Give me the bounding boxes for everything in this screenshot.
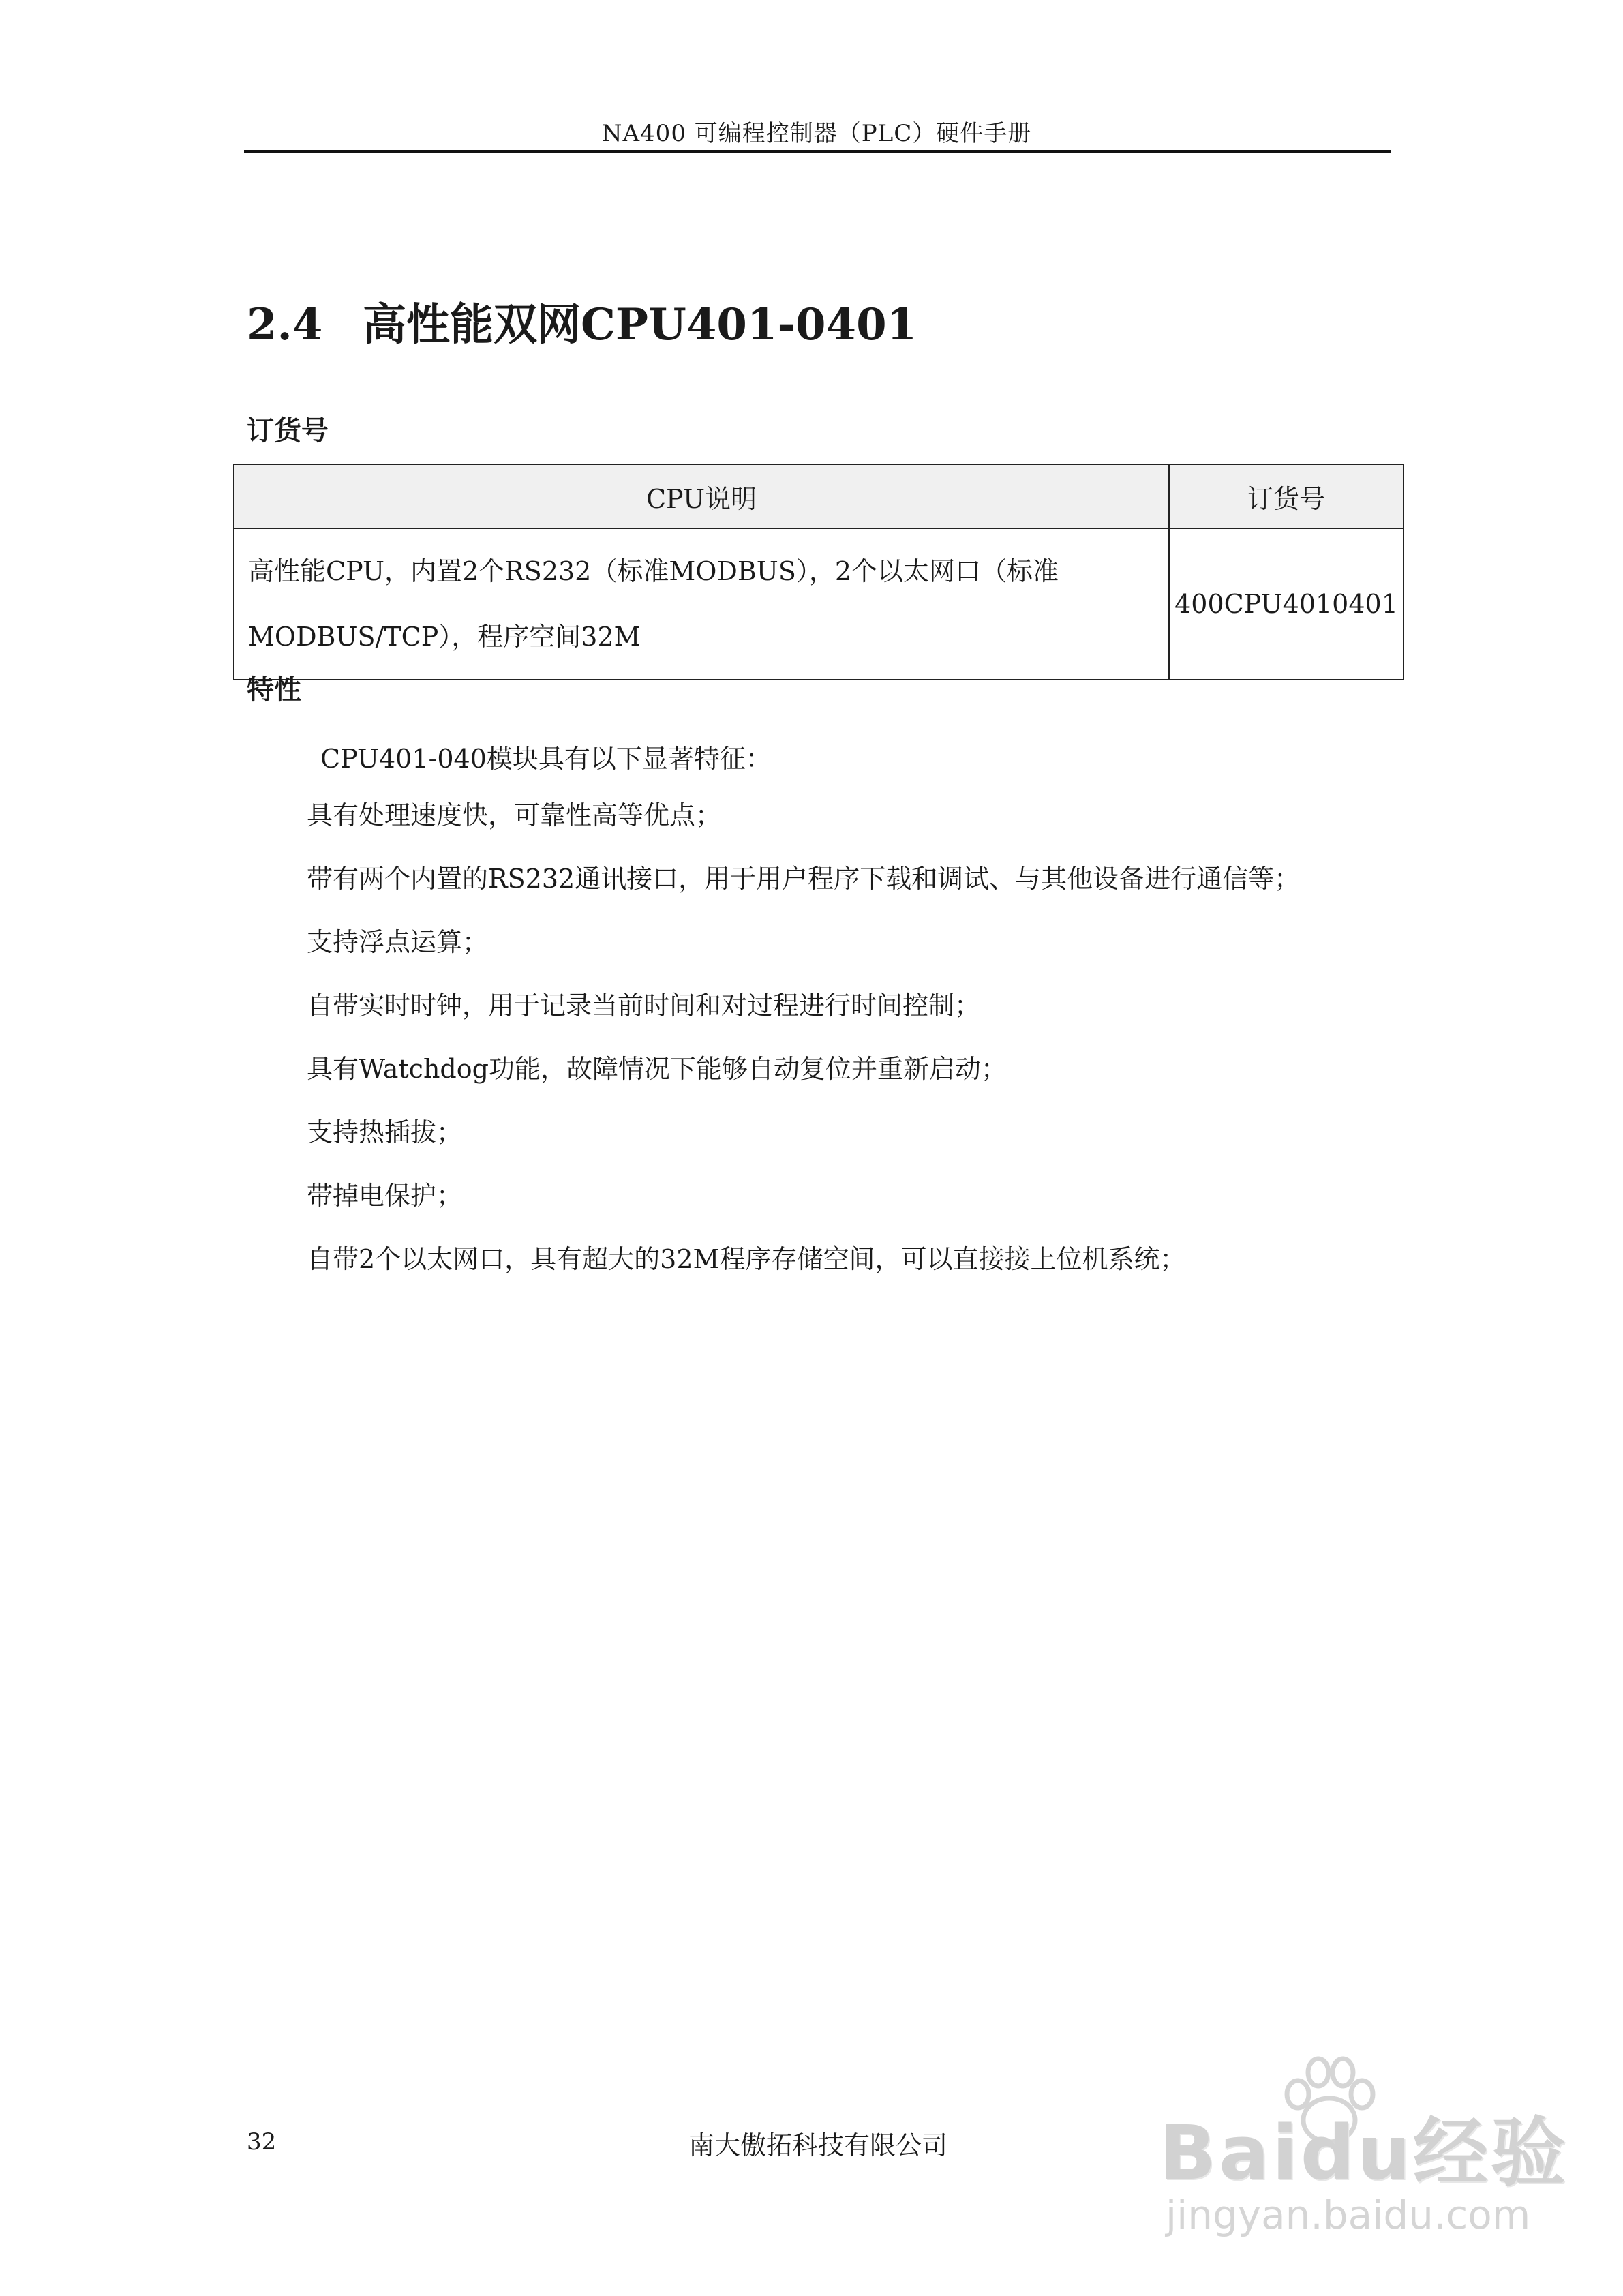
cell-order-number: 400CPU4010401 bbox=[1169, 528, 1404, 680]
list-item: 支持浮点运算； bbox=[307, 927, 489, 957]
features-heading: 特性 bbox=[247, 674, 301, 706]
ordering-heading: 订货号 bbox=[247, 414, 329, 447]
running-header: NA400 可编程控制器（PLC）硬件手册 bbox=[601, 120, 1032, 147]
page-number: 32 bbox=[247, 2128, 277, 2156]
footer-company: 南大傲拓科技有限公司 bbox=[688, 2130, 947, 2160]
list-item: 带掉电保护； bbox=[307, 1181, 463, 1211]
table-row bbox=[234, 528, 1404, 680]
watermark bbox=[1152, 2052, 1568, 2256]
column-header-description: CPU说明 bbox=[234, 464, 1169, 528]
watermark-url: jingyan.baidu.com bbox=[1166, 2192, 1531, 2238]
order-table bbox=[233, 464, 1404, 680]
table-header-row bbox=[234, 464, 1404, 528]
list-item: 支持热插拔； bbox=[307, 1117, 463, 1147]
list-item: 带有两个内置的RS232通讯接口，用于用户程序下载和调试、与其他设备进行通信等； bbox=[307, 864, 1301, 894]
list-item: 具有处理速度快，可靠性高等优点； bbox=[307, 800, 722, 830]
description-line-1: 高性能CPU，内置2个RS232（标准MODBUS），2个以太网口（标准 bbox=[248, 556, 1059, 586]
cell-description bbox=[234, 528, 1169, 680]
section-number: 2.4 bbox=[247, 299, 323, 350]
column-header-order-number: 订货号 bbox=[1169, 464, 1404, 528]
list-item: 自带2个以太网口，具有超大的32M程序存储空间，可以直接接上位机系统； bbox=[307, 1244, 1186, 1274]
watermark-logo: Baidu经验 bbox=[1159, 2109, 1568, 2196]
section-heading bbox=[247, 290, 917, 352]
header-divider bbox=[244, 150, 1391, 153]
description-line-2: MODBUS/TCP），程序空间32M bbox=[248, 622, 641, 652]
section-title: 高性能双网CPU401-0401 bbox=[363, 299, 917, 350]
features-list bbox=[307, 795, 1300, 1302]
list-item: 具有Watchdog功能，故障情况下能够自动复位并重新启动； bbox=[307, 1054, 1007, 1084]
features-intro: CPU401-040模块具有以下显著特征： bbox=[320, 744, 772, 774]
list-item: 自带实时时钟，用于记录当前时间和对过程进行时间控制； bbox=[307, 991, 981, 1021]
